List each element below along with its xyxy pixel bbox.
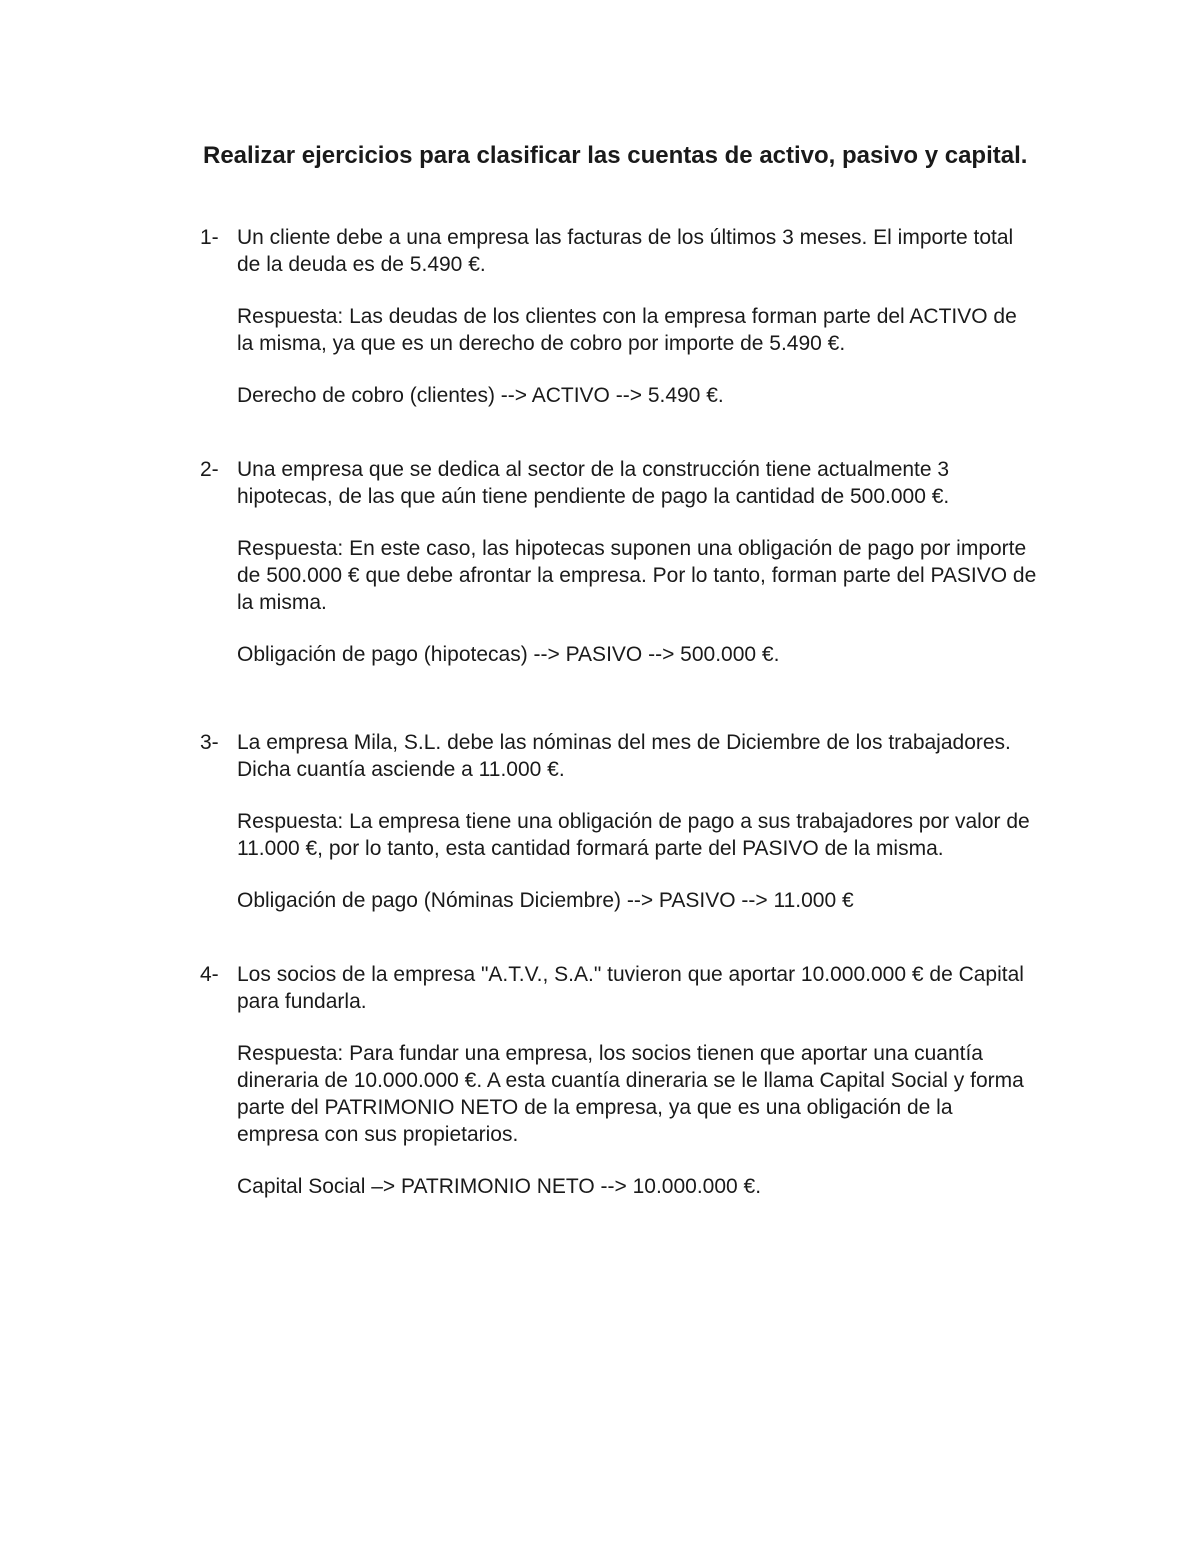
exercise-statement: Un cliente debe a una empresa las facturas de los últimos 3 meses. El importe total de la deuda es de 5.490 €.	[237, 226, 1014, 276]
exercise-summary: Derecho de cobro (clientes) --> ACTIVO --> 5.490 €.	[237, 384, 724, 407]
exercise-answer: Respuesta: En este caso, las hipotecas suponen una obligación de pago por importe de 500.000 € que debe afrontar la empresa. Por lo tanto, forman parte del PASIVO de la misma.	[237, 537, 1037, 614]
exercise-number: 2-	[200, 458, 219, 481]
exercise-summary: Obligación de pago (Nóminas Diciembre) --> PASIVO --> 11.000 €	[237, 889, 854, 912]
page-title: Realizar ejercicios para clasificar las cuentas de activo, pasivo y capital.	[203, 142, 1028, 169]
exercise-answer: Respuesta: La empresa tiene una obligación de pago a sus trabajadores por valor de 11.000 €, por lo tanto, esta cantidad formará parte del PASIVO de la misma.	[237, 810, 1030, 860]
exercise-summary: Obligación de pago (hipotecas) --> PASIVO --> 500.000 €.	[237, 643, 780, 666]
exercise-summary: Capital Social –> PATRIMONIO NETO --> 10.000.000 €.	[237, 1175, 762, 1198]
exercise-statement: Una empresa que se dedica al sector de la construcción tiene actualmente 3 hipotecas, de las que aún tiene pendiente de pago la cantidad de 500.000 €.	[237, 458, 950, 508]
exercise-number: 1-	[200, 226, 219, 249]
exercise-answer: Respuesta: Las deudas de los clientes con la empresa forman parte del ACTIVO de la misma, ya que es un derecho de cobro por importe de 5.490 €.	[237, 305, 1017, 355]
exercise-statement: Los socios de la empresa "A.T.V., S.A." tuvieron que aportar 10.000.000 € de Capital para fundarla.	[237, 963, 1024, 1013]
exercise-body	[237, 224, 1037, 409]
exercise-body	[237, 456, 1037, 668]
exercise-number: 3-	[200, 731, 219, 754]
exercise-body	[237, 961, 1037, 1200]
exercise-number: 4-	[200, 963, 219, 986]
exercise-answer: Respuesta: Para fundar una empresa, los socios tienen que aportar una cuantía dineraria de 10.000.000 €. A esta cuantía dineraria se le llama Capital Social y forma parte del PATRIMONIO NETO de la empresa, ya que es una obligación de la empresa con sus propietarios.	[237, 1042, 1024, 1146]
exercise-statement: La empresa Mila, S.L. debe las nóminas del mes de Diciembre de los trabajadores. Dicha cuantía asciende a 11.000 €.	[237, 731, 1011, 781]
exercise-body	[237, 729, 1037, 914]
